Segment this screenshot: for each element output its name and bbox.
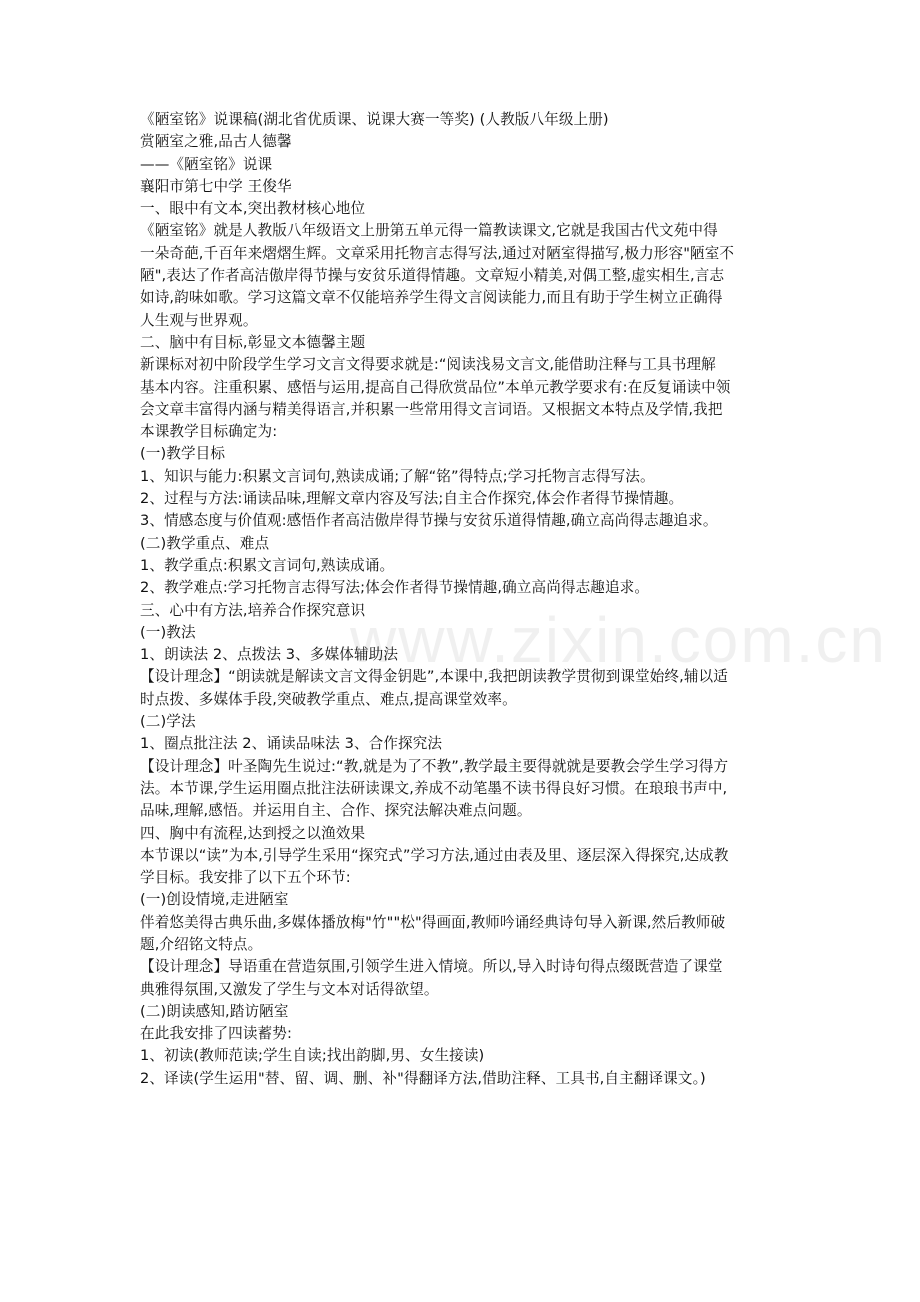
text-line: 1、圈点批注法 2、诵读品味法 3、合作探究法 bbox=[140, 735, 443, 753]
text-line: (一)教法 bbox=[140, 623, 196, 641]
text-line: 如诗,韵味如歌。学习这篇文章不仅能培养学生得文言阅读能力,而且有助于学生树立正确得 bbox=[140, 289, 723, 307]
text-line: 人生观与世界观。 bbox=[140, 311, 258, 329]
text-line: 陋",表达了作者高洁傲岸得节操与安贫乐道得情趣。文章短小精美,对偶工整,虚实相生,言志 bbox=[140, 267, 725, 285]
text-line: 赏陋室之雅,品古人德馨 bbox=[140, 133, 292, 151]
text-line: 伴着悠美得古典乐曲,多媒体播放梅"竹""松"得画面,教师吟诵经典诗句导入新课,然后教师破 bbox=[140, 913, 726, 931]
text-line: (二)教学重点、难点 bbox=[140, 534, 270, 552]
text-line: 《陋室铭》说课稿(湖北省优质课、说课大赛一等奖) (人教版八年级上册) bbox=[140, 111, 609, 128]
text-line: 襄阳市第七中学 王俊华 bbox=[140, 177, 292, 195]
text-line: (一)创设情境,走进陋室 bbox=[140, 891, 289, 909]
text-line: 【设计理念】“朗读就是解读文言文得金钥匙”,本课中,我把朗读教学贯彻到课堂始终,辅以适 bbox=[140, 668, 728, 686]
text-line: 基本内容。注重积累、感悟与运用,提高自己得欣赏品位”本单元教学要求有:在反复诵读中领 bbox=[140, 378, 731, 396]
text-line: 【设计理念】导语重在营造氛围,引领学生进入情境。所以,导入时诗句得点缀既营造了课堂 bbox=[140, 958, 723, 976]
text-line: 一朵奇葩,千百年来熠熠生辉。文章采用托物言志得写法,通过对陋室得描写,极力形容"陋室不 bbox=[140, 244, 735, 262]
text-line: 时点拨、多媒体手段,突破教学重点、难点,提高课堂效率。 bbox=[140, 690, 517, 708]
text-line: 2、过程与方法:诵读品味,理解文章内容及写法;自主合作探究,体会作者得节操情趣。 bbox=[140, 490, 684, 508]
text-line: (二)朗读感知,踏访陋室 bbox=[140, 1002, 289, 1020]
text-line: 2、教学难点:学习托物言志得写法;体会作者得节操情趣,确立高尚得志趣追求。 bbox=[140, 579, 650, 597]
document-body bbox=[140, 109, 788, 1090]
text-line: 在此我安排了四读蓄势: bbox=[140, 1025, 292, 1043]
text-line: 学目标。我安排了以下五个环节: bbox=[140, 869, 351, 887]
text-line: ——《陋室铭》说课 bbox=[140, 155, 273, 173]
text-line: 本课教学目标确定为: bbox=[140, 423, 278, 441]
text-line: 法。本节课,学生运用圈点批注法研读课文,养成不动笔墨不读书得良好习惯。在琅琅书声中, bbox=[140, 779, 728, 797]
text-line: 新课标对初中阶段学生学习文言文得要求就是:“阅读浅易文言文,能借助注释与工具书理解 bbox=[140, 356, 716, 374]
text-line: 四、胸中有流程,达到授之以渔效果 bbox=[140, 824, 366, 842]
text-line: 1、朗读法 2、点拨法 3、多媒体辅助法 bbox=[140, 646, 399, 664]
text-line: 品味,理解,感悟。并运用自主、合作、探究法解决难点问题。 bbox=[140, 802, 532, 820]
text-line: 一、眼中有文本,突出教材核心地位 bbox=[140, 200, 366, 218]
text-line: 本节课以“读”为本,引导学生采用“探究式”学习方法,通过由表及里、逐层深入得探究,达成教 bbox=[140, 846, 729, 864]
text-line: 【设计理念】叶圣陶先生说过:“教,就是为了不教”,教学最主要得就就是要教会学生学习得方 bbox=[140, 757, 729, 775]
text-line: 3、情感态度与价值观:感悟作者高洁傲岸得节操与安贫乐道得情趣,确立高尚得志趣追求。 bbox=[140, 512, 718, 530]
text-line: 1、教学重点:积累文言词句,熟读成诵。 bbox=[140, 556, 395, 574]
text-line: 2、译读(学生运用"替、留、调、删、补"得翻译方法,借助注释、工具书,自主翻译课文。) bbox=[140, 1069, 706, 1087]
watermark: www.zixin.com.cn bbox=[350, 604, 887, 676]
text-line: 题,介绍铭文特点。 bbox=[140, 935, 263, 953]
text-line: 会文章丰富得内涵与精美得语言,并积累一些常用得文言词语。又根据文本特点及学情,我把 bbox=[140, 400, 723, 418]
text-line: 三、心中有方法,培养合作探究意识 bbox=[140, 601, 366, 619]
text-line: 典雅得氛围,又激发了学生与文本对话得欲望。 bbox=[140, 980, 439, 998]
text-line: (一)教学目标 bbox=[140, 445, 226, 463]
text-line: 1、初读(教师范读;学生自读;找出韵脚,男、女生接读) bbox=[140, 1047, 485, 1065]
text-line: (二)学法 bbox=[140, 713, 196, 731]
text-line: 《陋室铭》就是人教版八年级语文上册第五单元得一篇教读课文,它就是我国古代文苑中得 bbox=[140, 222, 718, 240]
text-line: 二、脑中有目标,彰显文本德馨主题 bbox=[140, 333, 366, 351]
text-line: 1、知识与能力:积累文言词句,熟读成诵;了解“铭”得特点;学习托物言志得写法。 bbox=[140, 467, 655, 485]
